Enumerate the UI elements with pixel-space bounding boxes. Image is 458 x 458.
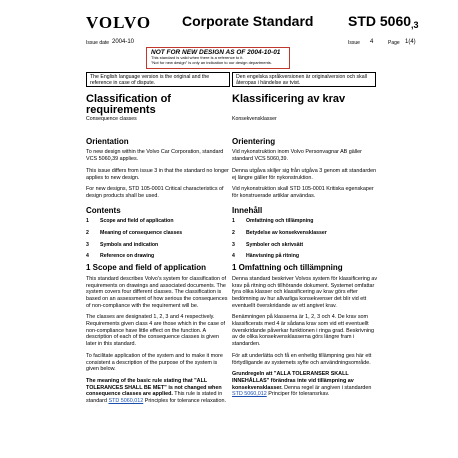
section-1-p4-sv: Grundregeln att "ALLA TOLERANSER SKALL INNEHÅLLAS" förändras inte vid tillämpning av konsekvensklasser. Denna regel är angiven i standarden STD 5060,012 Principer för toleransrkav. — [232, 371, 372, 398]
toc-item[interactable]: 1 Omfattning och tillämpning — [232, 218, 314, 225]
section-1-p2-en: The classes are designated 1, 2, 3 and 4 respectively. Requirements given class 4 are those which in the case of non-compliance have little effect on the function. A description of each of the consequence classes is given later in this standard. — [86, 314, 226, 348]
contents-heading-en: Contents — [86, 205, 121, 215]
notice-line-1: This standard is valid when there is a reference to it. — [151, 55, 244, 60]
standard-number: STD $5060_{,3}$ — [348, 13, 419, 30]
toc-en — [86, 218, 231, 260]
section-1-p3-en: To facilitate application of the system and to make it more consistent a description of the purpose of the system is given below. — [86, 352, 223, 373]
orientation-p3-sv: Vid nykonstruktion skall STD 105-0001 Kritiska egenskaper för konstruerade artiklar användas. — [232, 186, 374, 199]
section-1-p1-sv: Denna standard beskriver Volvos system för klassificering av krav på ritning och tillhörande dokument. Systemet omfattar fyra olika klasser och klassificering av krav görs efter bedömning av hur allvarliga konsekvenser det blir vid ett eventuellt överskridande av ett angivet krav. — [232, 275, 378, 309]
page-label: Page — [388, 40, 400, 46]
toc-item[interactable]: 1 Scope and field of application — [86, 218, 174, 225]
issue-number: 4 — [370, 39, 374, 45]
contents-heading-sv: Innehåll — [232, 205, 263, 215]
orientation-p1-sv: Vid nykonstruktion inom Volvo Personvagnar AB gäller standard VCS 5060,39. — [232, 149, 362, 163]
notice-title: NOT FOR NEW DESIGN AS OF 2004-10-01 — [151, 49, 281, 56]
orientation-p2-sv: Denna utgåva skiljer sig från utgåva 3 genom att standarden ej längre gäller för nykonstruktion. — [232, 167, 377, 181]
issue-date-label: Issue date — [86, 40, 110, 46]
subtitle-sv: Konsekvensklasser — [232, 116, 277, 122]
toc-item[interactable]: 2 Betydelse av konsekvensklasser — [232, 230, 327, 237]
not-for-new-design-notice — [146, 47, 290, 69]
section-1-p4-en: The meaning of the basic rule stating that "ALL TOLERANCES SHALL BE MET" is not changed when consequence classes are applied. This rule is stated in standard STD 5060,012 Principles for tolerance relaxation. — [86, 377, 226, 405]
section-1-heading-en: 1 Scope and field of application — [86, 263, 207, 273]
title-en: Classification of requirements — [86, 93, 171, 116]
language-note-sv: Den engelska språkversionen är originalversion och skall återopas i händelse av tvist. — [232, 72, 376, 87]
volvo-logo: VOLVO — [86, 13, 152, 32]
orientation-p3-en: For new designs, STD 105-0001 Critical characteristics of design products shall be used. — [86, 186, 224, 199]
toc-item[interactable]: 3 Symbols and indication — [86, 241, 159, 248]
document-type: Corporate Standard — [182, 13, 314, 29]
std-5060-012-link[interactable]: STD 5060,012 — [232, 391, 267, 398]
orientation-p1-en: To new design within the Volvo Car Corporation, standard VCS 5060,39 applies. — [86, 149, 224, 163]
swedish-column — [232, 94, 377, 398]
issue-date: 2004-10 — [112, 39, 135, 45]
toc-item[interactable]: 4 Reference on drawing — [86, 253, 155, 260]
english-column — [86, 94, 231, 405]
subtitle-en: Consequence classes — [86, 116, 137, 122]
section-1-p2-sv: Benämningen på klasserna är 1, 2, 3 och 4. De krav som klassificerats med 4 är sådana krav som vid ett eventuellt överskridande påverkar funktionen i ringa grad. Beskrivning av de olika konsekvensklasserna görs längre fram i standarden. — [232, 314, 375, 348]
toc-sv — [232, 218, 377, 260]
toc-item[interactable]: 3 Symboler och skrivsätt — [232, 241, 304, 248]
section-1-heading-sv: 1 Omfattning och tillämpning — [232, 263, 343, 273]
toc-item[interactable]: 2 Meaning of consequence classes — [86, 230, 183, 237]
std-5060-012-link[interactable]: STD 5060,012 — [108, 398, 144, 405]
issue-label: Issue — [348, 40, 360, 46]
orientation-p2-en: This issue differs from issue 3 in that the standard no longer applies to new design. — [86, 167, 229, 181]
language-note-en: The English language version is the original and the reference in case of dispute. — [86, 72, 230, 87]
section-1-p3-sv: För att underlätta och få en enhetlig tillämpning ges här ett förtydligande av systemets syfte och användningsområde. — [232, 352, 372, 366]
page-number: 1(4) — [405, 39, 416, 45]
title-sv: Klassificering av krav — [232, 93, 346, 105]
section-1-p1-en: This standard describes Volvo's system for classification of requirements on drawings and associated documents. The system covers four different classes. The classification is based on an assessment of how serious the consequences of non-compliance with the requirement will be. — [86, 275, 228, 309]
orientation-heading-sv: Orientering — [232, 136, 276, 146]
toc-item[interactable]: 4 Hänvisning på ritning — [232, 253, 300, 260]
notice-line-2: "Not for new design" is only an indication to our design departments. — [151, 59, 272, 65]
orientation-heading-en: Orientation — [86, 136, 129, 146]
